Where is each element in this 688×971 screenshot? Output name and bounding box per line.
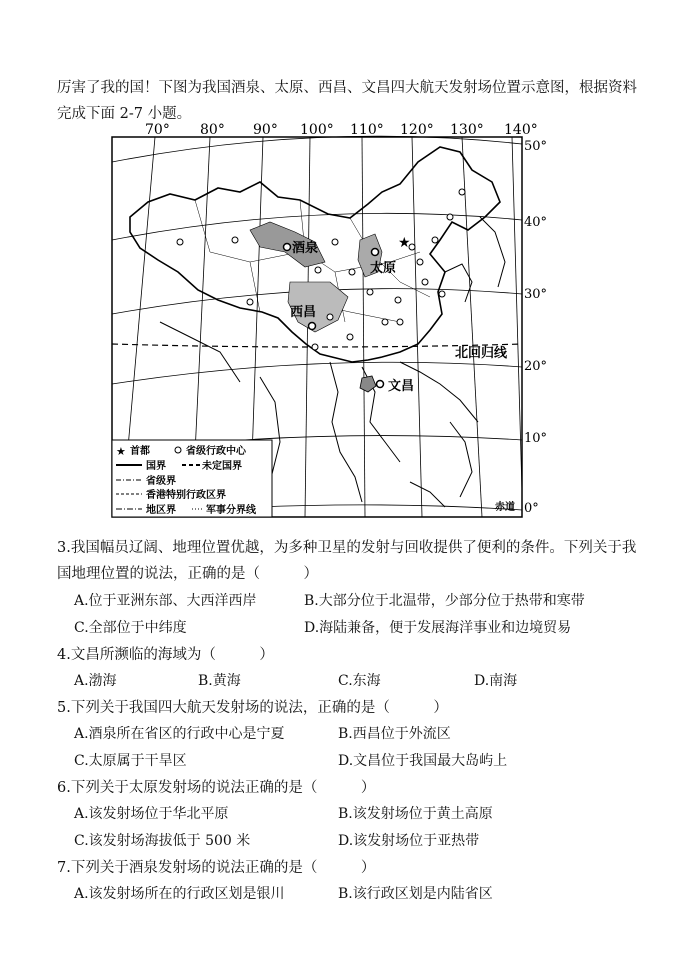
lon-label: 70° [145,122,170,138]
lat-label: 10° [524,431,548,446]
legend-hk-border: 香港特别行政区界 [146,490,226,501]
lon-label: 90° [253,122,278,138]
lat-label: 0° [524,501,539,516]
taiyuan-marker [372,249,379,256]
q5-option-c[interactable]: C.太原属于干旱区 [74,753,187,769]
q4-stem: 4.文昌所濒临的海域为（ ） [57,647,274,663]
legend-undefined-border: 未定国界 [202,461,242,472]
legend-provincial-border: 省级界 [146,476,176,487]
q6-option-a[interactable]: A.该发射场位于华北平原 [74,806,229,822]
lat-label: 20° [524,359,548,374]
legend-district-border: 地区界 [146,505,176,516]
q5-option-d[interactable]: D.文昌位于我国最大岛屿上 [338,753,508,769]
launch-sites-map [100,122,548,522]
q3-stem-line-1: 3.我国幅员辽阔、地理位置优越，为多种卫星的发射与回收提供了便利的条件。下列关于我 [57,540,637,556]
longitude-labels [145,122,538,138]
tropic-label: 北回归线 [455,346,508,361]
q3-option-b[interactable]: B.大部分位于北温带，少部分位于热带和寒带 [304,593,585,609]
lon-label: 120° [400,122,434,138]
lon-label: 110° [350,122,384,138]
legend-capital: 首都 [130,446,150,457]
lon-label: 100° [300,122,334,138]
q6-option-d[interactable]: D.该发射场位于亚热带 [338,833,480,849]
capital-star-icon: ★ [398,235,411,251]
legend-provincial-centre: 省级行政中心 [186,446,246,457]
legend-national-border: 国界 [146,461,166,472]
lat-label: 50° [524,139,548,154]
q5-stem: 5.下列关于我国四大航天发射场的说法，正确的是（ ） [57,700,448,716]
q7-option-a[interactable]: A.该发射场所在的行政区划是银川 [74,886,285,902]
lon-label: 80° [200,122,225,138]
q6-option-b[interactable]: B.该发射场位于黄土高原 [338,806,493,822]
intro-line-1: 厉害了我的国！下图为我国酒泉、太原、西昌、文昌四大航天发射场位置示意图，根据资料 [57,80,637,96]
q5-option-b[interactable]: B.西昌位于外流区 [338,726,451,742]
q3-option-a[interactable]: A.位于亚洲东部、大西洋西岸 [74,593,257,609]
q3-option-c[interactable]: C.全部位于中纬度 [74,620,187,636]
site-label-xichang: 西昌 [290,305,317,320]
q4-option-b[interactable]: B.黄海 [198,673,241,689]
q5-option-a[interactable]: A.酒泉所在省区的行政中心是宁夏 [74,726,285,742]
q3-option-d[interactable]: D.海陆兼备，便于发展海洋事业和边境贸易 [304,620,572,636]
legend-military-border: 军事分界线 [206,505,256,516]
lat-label: 30° [524,287,548,302]
intro-line-2: 完成下面 2-7 小题。 [57,106,192,122]
jiuquan-marker [284,244,291,251]
q3-stem-line-2: 国地理位置的说法，正确的是（ ） [57,566,318,582]
q6-option-c[interactable]: C.该发射场海拔低于 500 米 [74,833,251,849]
equator-label: 赤道 [495,502,515,513]
q6-stem: 6.下列关于太原发射场的说法正确的是（ ） [57,780,376,796]
xichang-marker [309,323,316,330]
site-label-taiyuan: 太原 [370,261,397,276]
wenchang-marker [377,381,384,388]
q7-stem: 7.下列关于酒泉发射场的说法正确的是（ ） [57,860,376,876]
latitude-labels [524,139,547,516]
legend-centre-icon [175,447,181,453]
lat-label: 40° [524,215,548,230]
q4-option-c[interactable]: C.东海 [338,673,381,689]
q4-option-a[interactable]: A.渤海 [74,673,117,689]
legend-star-icon: ★ [116,445,126,458]
lon-label: 130° [450,122,484,138]
site-label-jiuquan: 酒泉 [292,241,319,256]
map-legend [112,440,272,517]
lon-label: 140° [504,122,538,138]
site-label-wenchang: 文昌 [388,379,415,394]
q4-option-d[interactable]: D.南海 [474,673,518,689]
q7-option-b[interactable]: B.该行政区划是内陆省区 [338,886,493,902]
